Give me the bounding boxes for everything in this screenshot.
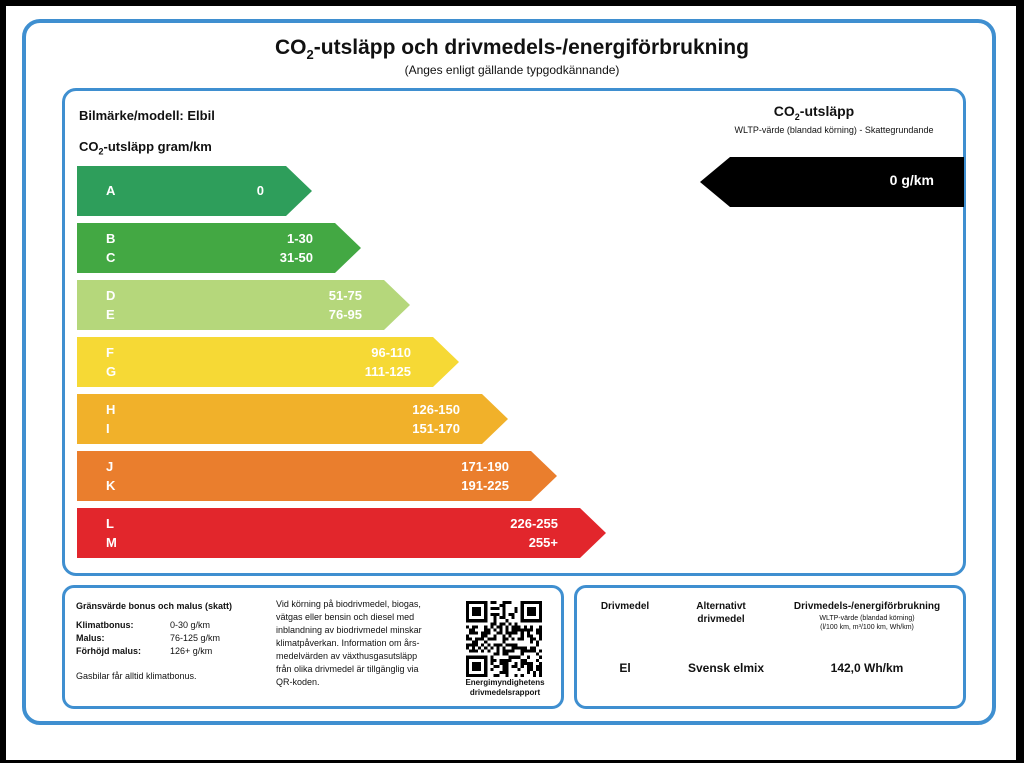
result-arrow bbox=[700, 157, 964, 207]
bonus-row bbox=[76, 619, 220, 632]
band-letters bbox=[106, 286, 115, 324]
band-value: 191-225 bbox=[461, 478, 509, 493]
band-letter: H bbox=[106, 402, 116, 417]
band-values bbox=[365, 343, 411, 381]
band-letter: A bbox=[106, 183, 116, 198]
band-letter: K bbox=[106, 478, 116, 493]
band-value: 151-170 bbox=[412, 421, 460, 436]
bonus-row-label: Malus: bbox=[76, 633, 105, 643]
consumption-column-heading: Drivmedels-/energiförbrukning bbox=[793, 601, 941, 612]
bonus-row-label: Klimatbonus: bbox=[76, 620, 134, 630]
bonus-row-value: 0-30 g/km bbox=[170, 620, 211, 630]
band-value: 111-125 bbox=[364, 364, 411, 379]
band-values bbox=[461, 457, 509, 495]
band-letter: M bbox=[106, 535, 117, 550]
band-shape bbox=[77, 223, 361, 273]
band-letter: D bbox=[106, 288, 116, 303]
band-lm bbox=[77, 508, 606, 558]
page-title: $CO_2$-utsläpp och drivmedels-/energiförbrukning bbox=[275, 36, 749, 63]
info-line: klimatpåverkan. Information om års- bbox=[276, 638, 420, 648]
result-heading: $CO_2$-utsläpp bbox=[773, 103, 855, 122]
alt-fuel-column-heading: Alternativt drivmedel bbox=[696, 601, 746, 625]
band-values bbox=[412, 400, 460, 438]
info-line: Vid körning på biodrivmedel, biogas, bbox=[276, 599, 421, 609]
bonus-row-value: 76-125 g/km bbox=[170, 633, 221, 643]
band-value: 96-110 bbox=[371, 345, 411, 360]
band-letter: E bbox=[106, 307, 115, 322]
info-line: medelvärden av växthusgasutsläpp bbox=[276, 651, 418, 661]
info-line: från olika drivmedel är tillgänglig via bbox=[276, 664, 419, 674]
brand-model-label: Bilmärke/modell: Elbil bbox=[79, 108, 215, 123]
band-value: 126-150 bbox=[412, 402, 460, 417]
band-values bbox=[329, 286, 362, 324]
consumption-description: WLTP-värde (blandad körning) (l/100 km, m³/100 km, Wh/km) bbox=[819, 615, 915, 631]
band-values bbox=[280, 229, 313, 267]
info-line: QR-koden. bbox=[276, 677, 320, 687]
band-jk bbox=[77, 451, 557, 501]
biofuel-info bbox=[276, 598, 456, 689]
bonus-row-value: 126+ g/km bbox=[170, 646, 213, 656]
info-line: vätgas eller bensin och diesel med bbox=[276, 612, 415, 622]
band-value: 171-190 bbox=[461, 459, 509, 474]
band-letters bbox=[106, 229, 115, 267]
band-value: 31-50 bbox=[279, 250, 313, 265]
band-letters bbox=[106, 400, 115, 438]
qr-code-icon[interactable] bbox=[466, 601, 542, 677]
fuel-value: El bbox=[619, 661, 631, 675]
band-letters bbox=[106, 181, 115, 200]
scale-label: $CO_2$-utsläpp gram/km bbox=[79, 139, 212, 157]
band-hi bbox=[77, 394, 508, 444]
brand-model-value: Elbil bbox=[187, 108, 215, 123]
result-value: 0 g/km bbox=[889, 172, 934, 188]
band-letters bbox=[106, 343, 116, 381]
consumption-value: 142,0 Wh/km bbox=[830, 661, 904, 675]
band-value: 76-95 bbox=[328, 307, 362, 322]
info-line: inblandning av biodrivmedel minskar bbox=[276, 625, 422, 635]
band-a bbox=[77, 166, 312, 216]
band-letters bbox=[106, 457, 115, 495]
band-value: 51-75 bbox=[328, 288, 362, 303]
band-letter: C bbox=[106, 250, 116, 265]
band-letter: J bbox=[106, 459, 114, 474]
band-fg bbox=[77, 337, 459, 387]
band-bc bbox=[77, 223, 361, 273]
band-value: 226-255 bbox=[510, 516, 558, 531]
band-values bbox=[257, 181, 264, 200]
bonus-row bbox=[76, 632, 220, 645]
band-de bbox=[77, 280, 410, 330]
page-subtitle: (Anges enligt gällande typgodkännande) bbox=[404, 63, 620, 77]
band-letter: G bbox=[106, 364, 117, 379]
qr-caption: Energimyndighetens drivmedelsrapport bbox=[465, 678, 545, 697]
result-description: WLTP-värde (blandad körning) - Skattegrundande bbox=[734, 125, 934, 135]
alt-fuel-value: Svensk elmix bbox=[687, 661, 765, 675]
bonus-row-label: Förhöjd malus: bbox=[76, 646, 141, 656]
band-value: 1-30 bbox=[286, 231, 313, 246]
band-values bbox=[510, 514, 558, 552]
fuel-column-heading: Drivmedel bbox=[600, 601, 650, 612]
bonus-rows bbox=[76, 619, 220, 658]
band-letter: L bbox=[106, 516, 114, 531]
bonus-title: Gränsvärde bonus och malus (skatt) bbox=[76, 601, 233, 611]
band-letter: I bbox=[106, 421, 110, 436]
band-letter: B bbox=[106, 231, 116, 246]
band-value: 0 bbox=[256, 183, 264, 198]
band-letters bbox=[106, 514, 117, 552]
band-letter: F bbox=[106, 345, 114, 360]
bonus-row bbox=[76, 645, 220, 658]
band-value: 255+ bbox=[528, 535, 558, 550]
bonus-note: Gasbilar får alltid klimatbonus. bbox=[76, 671, 197, 681]
